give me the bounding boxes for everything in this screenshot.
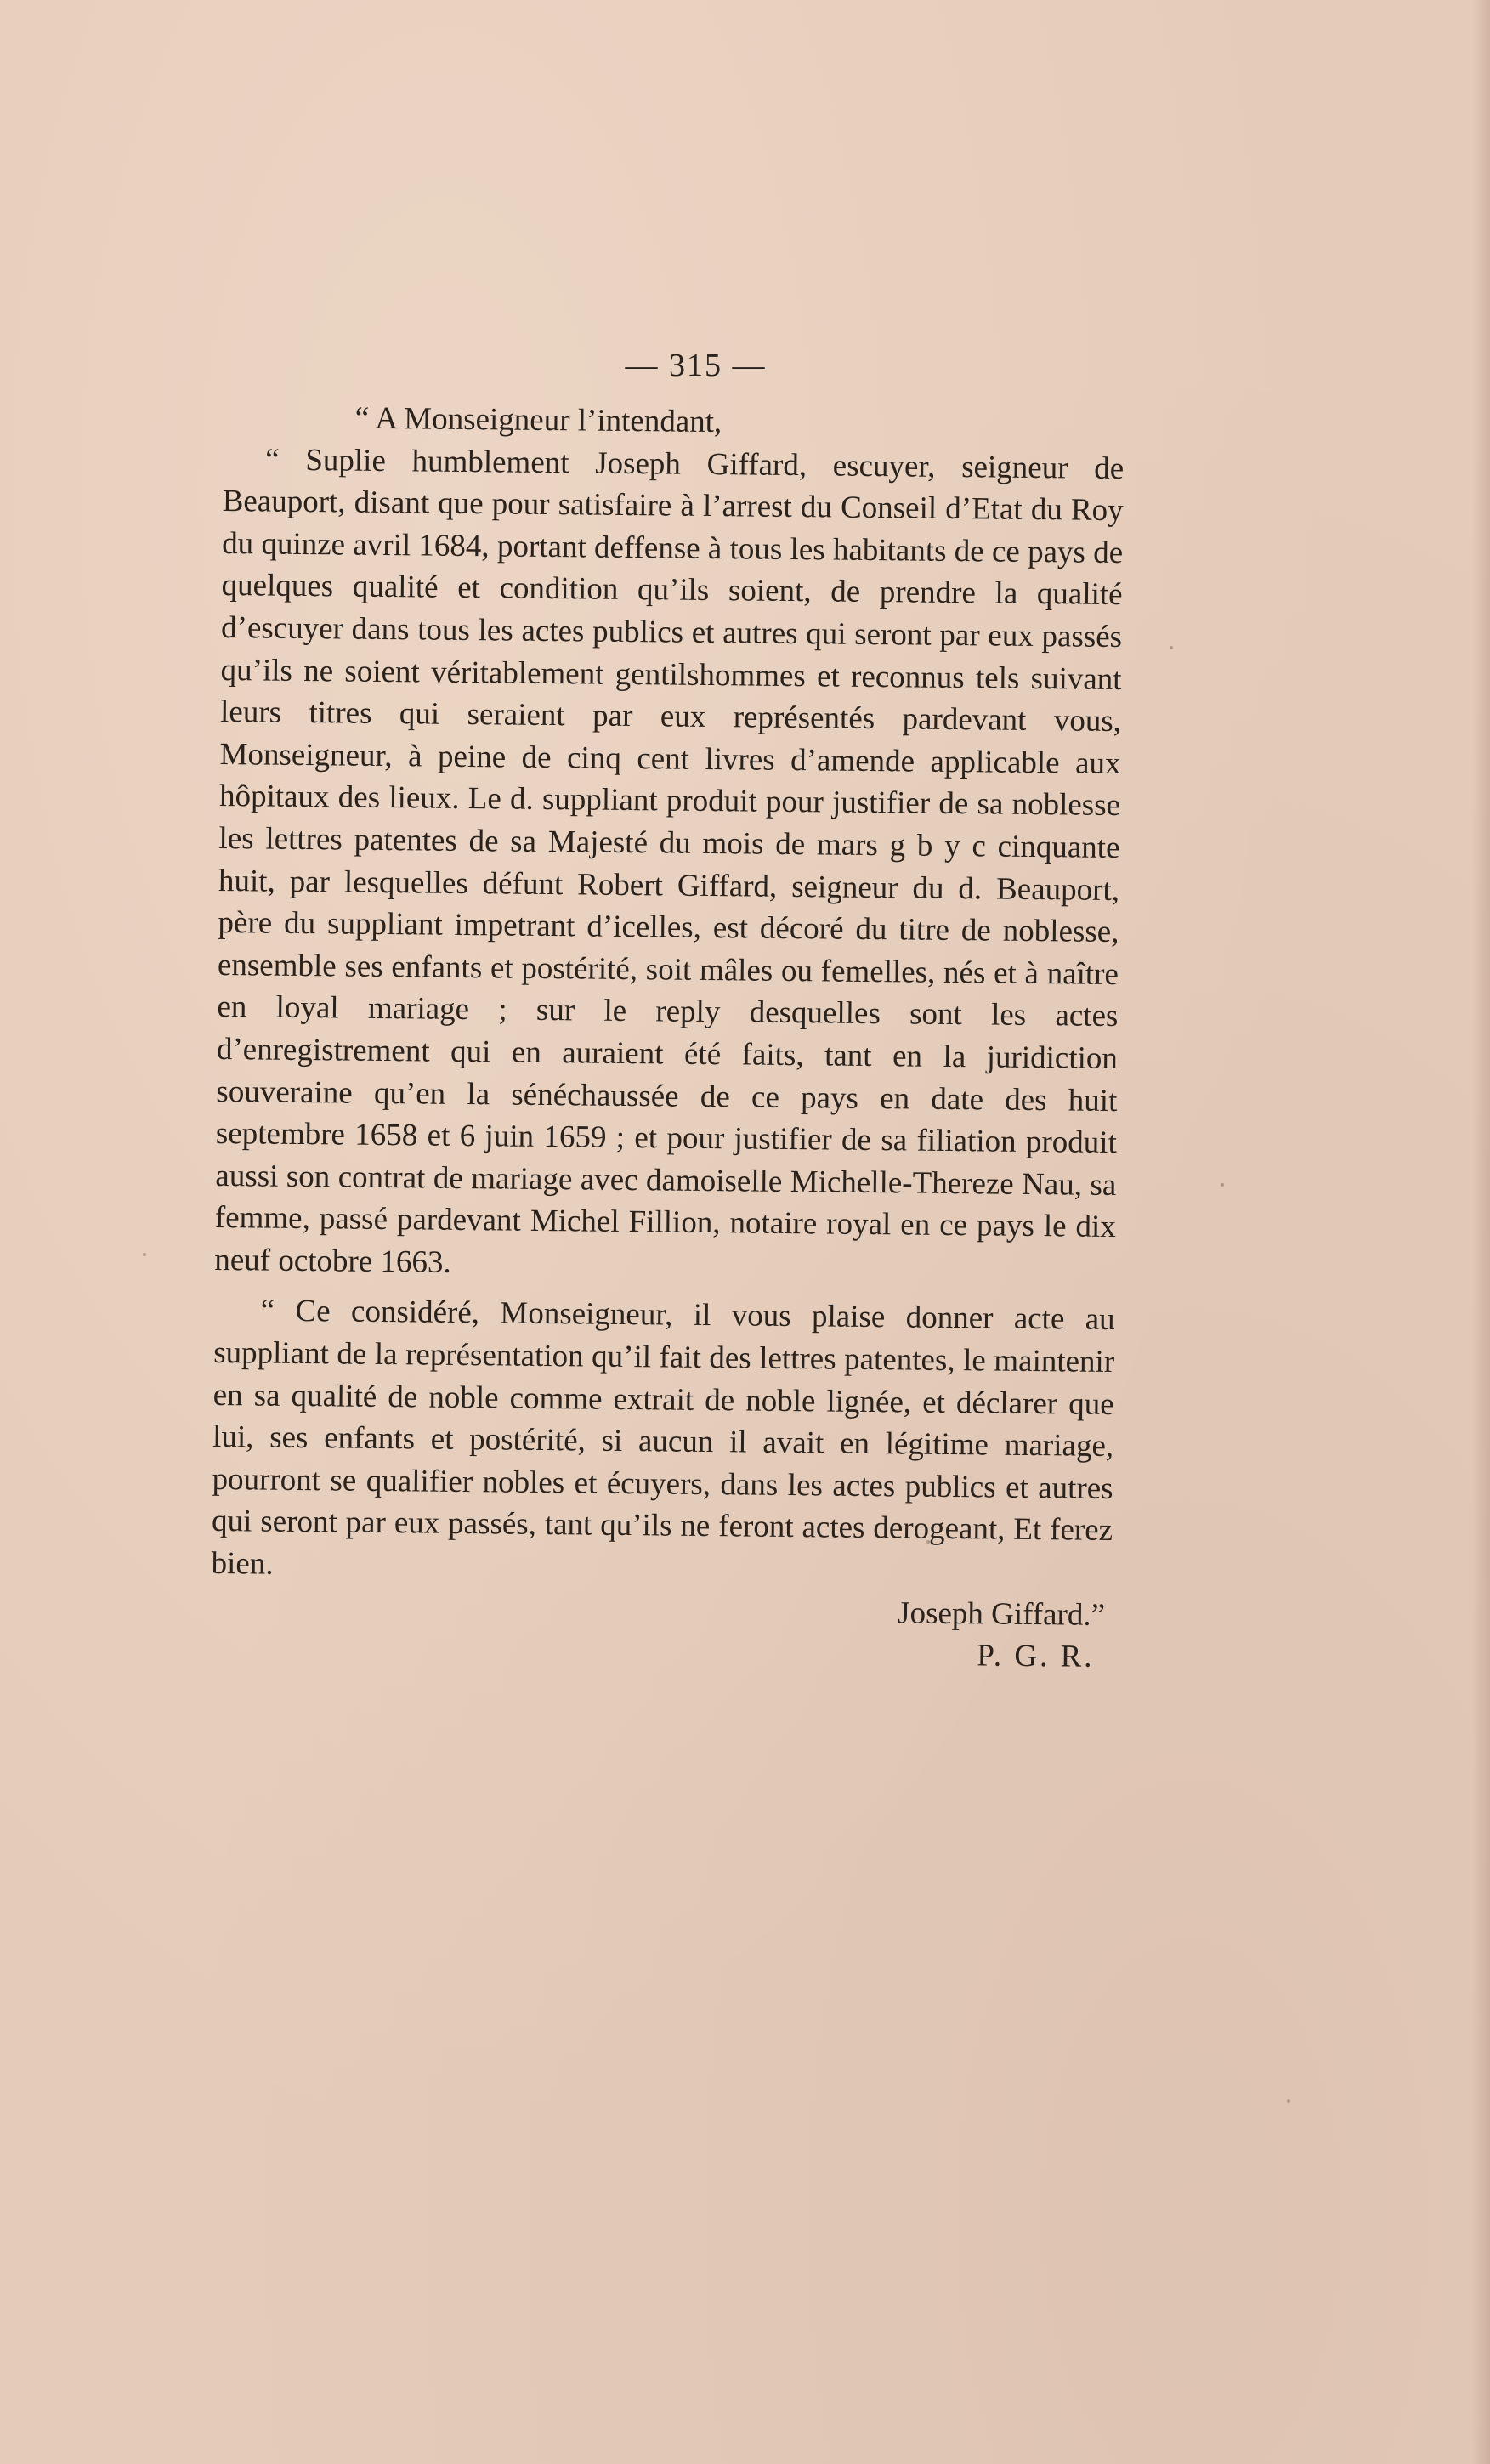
signature: Joseph Giffard.”: [897, 1595, 1106, 1633]
paper-speck: [143, 1253, 146, 1256]
paper-speck: [926, 1540, 930, 1544]
paper-speck: [1221, 1183, 1224, 1187]
author-initials: P. G. R.: [977, 1638, 1095, 1675]
page-edge-shadow: [1471, 0, 1490, 2464]
conclusion-paragraph: “ Ce considéré, Monseigneur, il vous plaise donner acte au suppliant de la représentation qu’il fait des lettres patentes, le maintenir en sa qualité de noble comme extrait de noble lignée, et déclarer que lui, ses enfants et postérité, si aucun il avait en légitime mariage, pourront se qualifier nobles et écuyers, dans les actes publics et autres qui seront par eux passés, tant qu’ils ne feront actes derogeant, Et ferez bien.: [211, 1293, 1115, 1582]
paper-speck: [1170, 646, 1173, 649]
paper-speck: [1287, 2099, 1290, 2103]
letter-text-block: [210, 396, 1125, 1679]
page-number: — 315 —: [625, 348, 767, 383]
petition-paragraph: “ Suplie humblement Joseph Giffard, escuyer, seigneur de Beauport, disant que pour satisfaire à l’arrest du Conseil d’Etat du Roy du quinze avril 1684, portant deffense à tous les habitants de ce pays de quelques qualité et condition qu’ils soient, de prendre la qualité d’escuyer dans tous les actes publics et autres qui seront par eux passés qu’ils ne soient véritablement gentilshommes et reconnus tels suivant leurs titres qui seraient par eux représentés pardevant vous, Monseigneur, à peine de cinq cent livres d’amende applicable aux hôpitaux des lieux. Le d. suppliant produit pour justifier de sa noblesse les lettres patentes de sa Majesté du mois de mars g b y c cinquante huit, par lesquelles défunt Robert Giffard, seigneur du d. Beauport, père du suppliant impetrant d’icelles, est décoré du titre de noblesse, ensemble ses enfants et postérité, soit mâles ou femelles, nés et à naître en loyal mariage ; sur le reply desquelles sont les actes d’enregistrement qui en auraient été faits, tant en la juridiction souveraine qu’en la sénéchaussée de ce pays en date des huit septembre 1658 et 6 juin 1659 ; et pour justifier de sa filiation produit aussi son contrat de mariage avec damoiselle Michelle-Thereze Nau, sa femme, passé pardevant Michel Fillion, notaire royal en ce pays le dix neuf octobre 1663.: [214, 442, 1125, 1280]
salutation: “ A Monseigneur l’intendant,: [354, 400, 722, 440]
